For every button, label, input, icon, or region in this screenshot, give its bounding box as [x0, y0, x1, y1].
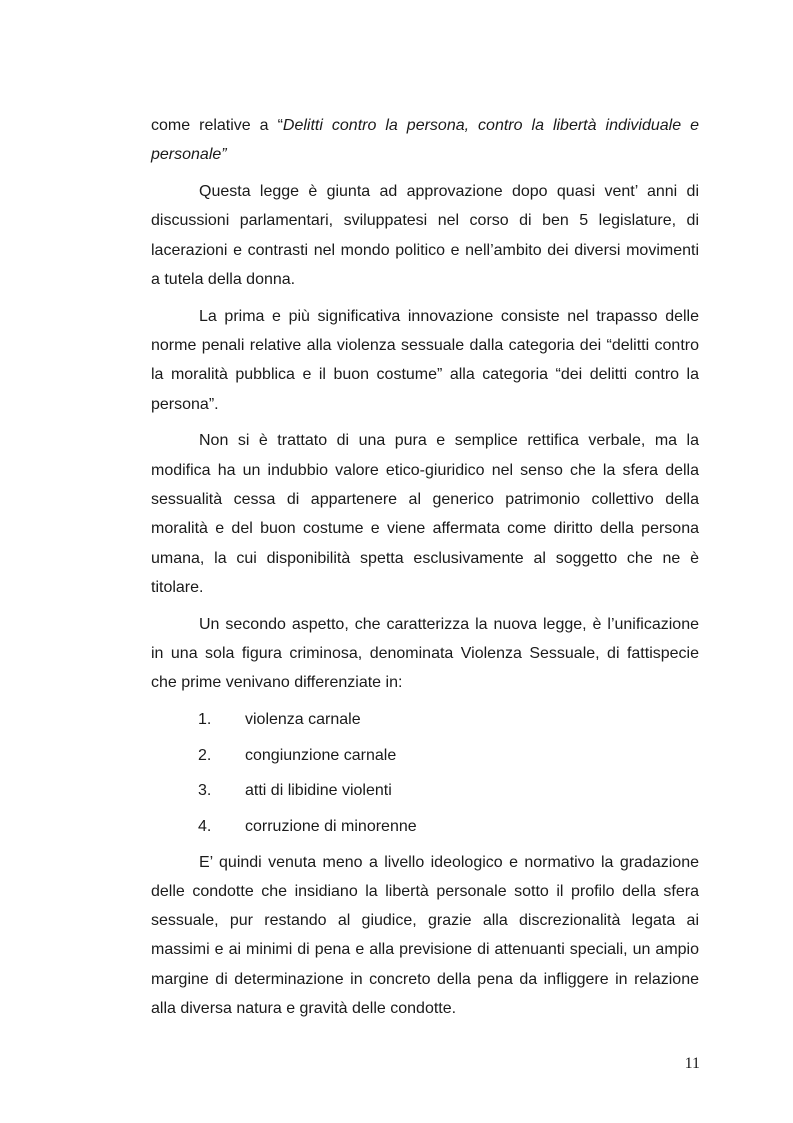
paragraph-conclusion: E’ quindi venuta meno a livello ideologico e normativo la gradazione delle condotte che insidiano la libertà personale sotto il profilo della sfera sessuale, pur restando al giudice, grazie alla discrezionalità legata ai massimi e ai minimi di pena e alla previsione di attenuanti speciali, un ampio margine di determinazione in concreto della pena da infliggere in relazione alla diversa natura e gravità delle condotte. [151, 853, 699, 1017]
page-number: 11 [684, 1055, 700, 1072]
paragraph-second-aspect: Un secondo aspetto, che caratterizza la nuova legge, è l’unificazione in una sola figura criminosa, denominata Violenza Sessuale, di fattispecie che prime venivano differenziate in: [151, 615, 699, 692]
paragraph-ethical-value: Non si è trattato di una pura e semplice rettifica verbale, ma la modifica ha un indubbio valore etico-giuridico nel senso che la sfera della sessualità cessa di appartenere al generico patrimonio collettivo della moralità e del buon costume e viene affermata come diritto della persona umana, la cui disponibilità spetta esclusivamente al soggetto che ne è titolare. [151, 432, 699, 596]
list-item-text: violenza carnale [245, 711, 361, 729]
list-item-number: 3. [198, 782, 212, 800]
list-item-number: 2. [198, 746, 212, 764]
paragraph-intro-text: come relative a “ [151, 117, 283, 134]
list-item-text: atti di libidine violenti [245, 782, 392, 800]
list-item-text: congiunzione carnale [245, 746, 397, 764]
list-item [151, 705, 699, 734]
paragraph-approval: Questa legge è giunta ad approvazione dopo quasi vent’ anni di discussioni parlamentari, sviluppatesi nel corso di ben 5 legislature, di lacerazioni e contrasti nel mondo politico e nell’ambito dei diversi movimenti a tutela della donna. [151, 183, 699, 288]
list-item-text: corruzione di minorenne [245, 817, 417, 835]
list-item-number: 1. [198, 711, 212, 729]
paragraph-first-innovation: La prima e più significativa innovazione consiste nel trapasso delle norme penali relative alla violenza sessuale dalla categoria dei “delitti contro la moralità pubblica e il buon costume” alla categoria “dei delitti contro la persona”. [151, 307, 699, 413]
body-text [151, 111, 699, 1031]
paragraph-intro-italic-text: Delitti contro la persona, contro la libertà individuale e personale” [151, 117, 700, 164]
list-item [151, 776, 699, 805]
list-item-number: 4. [198, 817, 212, 835]
offense-list [151, 705, 699, 841]
list-item [151, 741, 699, 770]
list-item [151, 812, 699, 841]
paragraph-intro [151, 111, 699, 170]
